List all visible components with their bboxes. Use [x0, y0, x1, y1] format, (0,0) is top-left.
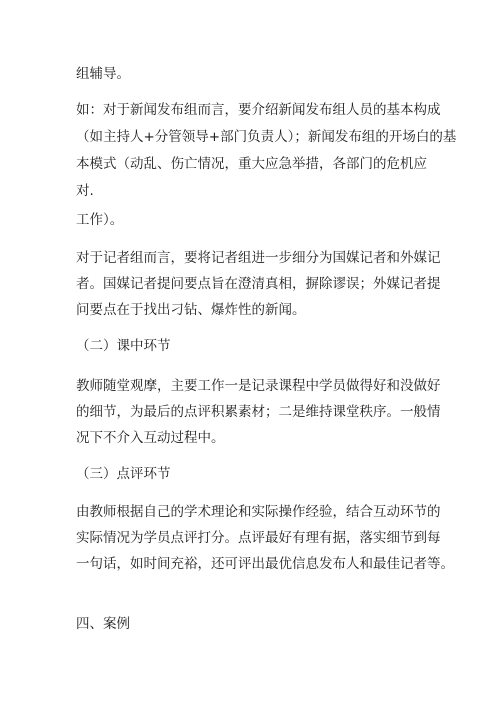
- text-line: 况下不介入互动过程中。: [76, 430, 225, 446]
- section-heading: （二）课中环节: [76, 338, 171, 354]
- text-line: 对.: [76, 183, 94, 199]
- section-heading: （三）点评环节: [76, 466, 171, 482]
- text-line: 者。国媒记者提问要点旨在澄清真相，摒除谬误；外媒记者提: [76, 276, 441, 292]
- text-line: 教师随堂观摩，主要工作一是记录课程中学员做得好和没做好: [76, 378, 441, 394]
- text-line: 本模式（动乱、伤亡情况，重大应急举措，各部门的危机应: [76, 156, 427, 172]
- text-line: （如主持人+分管领导+部门负责人）；新闻发布组的开场白的基: [76, 129, 457, 145]
- text-line: 一句话，如时间充裕，还可评出最优信息发布人和最佳记者等。: [76, 556, 454, 572]
- text-line: 组辅导。: [76, 66, 130, 82]
- text-line: 的细节，为最后的点评积累素材；二是维持课堂秩序。一般情: [76, 404, 441, 420]
- section-heading: 四、案例: [76, 616, 130, 632]
- text-line: 如：对于新闻发布组而言，要介绍新闻发布组人员的基本构成: [76, 102, 441, 118]
- text-line: 实际情况为学员点评打分。点评最好有理有据，落实细节到每: [76, 530, 441, 546]
- text-line: 工作）。: [76, 212, 124, 228]
- text-line: 问要点在于找出刁钻、爆炸性的新闻。: [76, 302, 306, 318]
- text-line: 对于记者组而言，要将记者组进一步细分为国媒记者和外媒记: [76, 250, 441, 266]
- text-line: 由教师根据自己的学术理论和实际操作经验，结合互动环节的: [76, 504, 441, 520]
